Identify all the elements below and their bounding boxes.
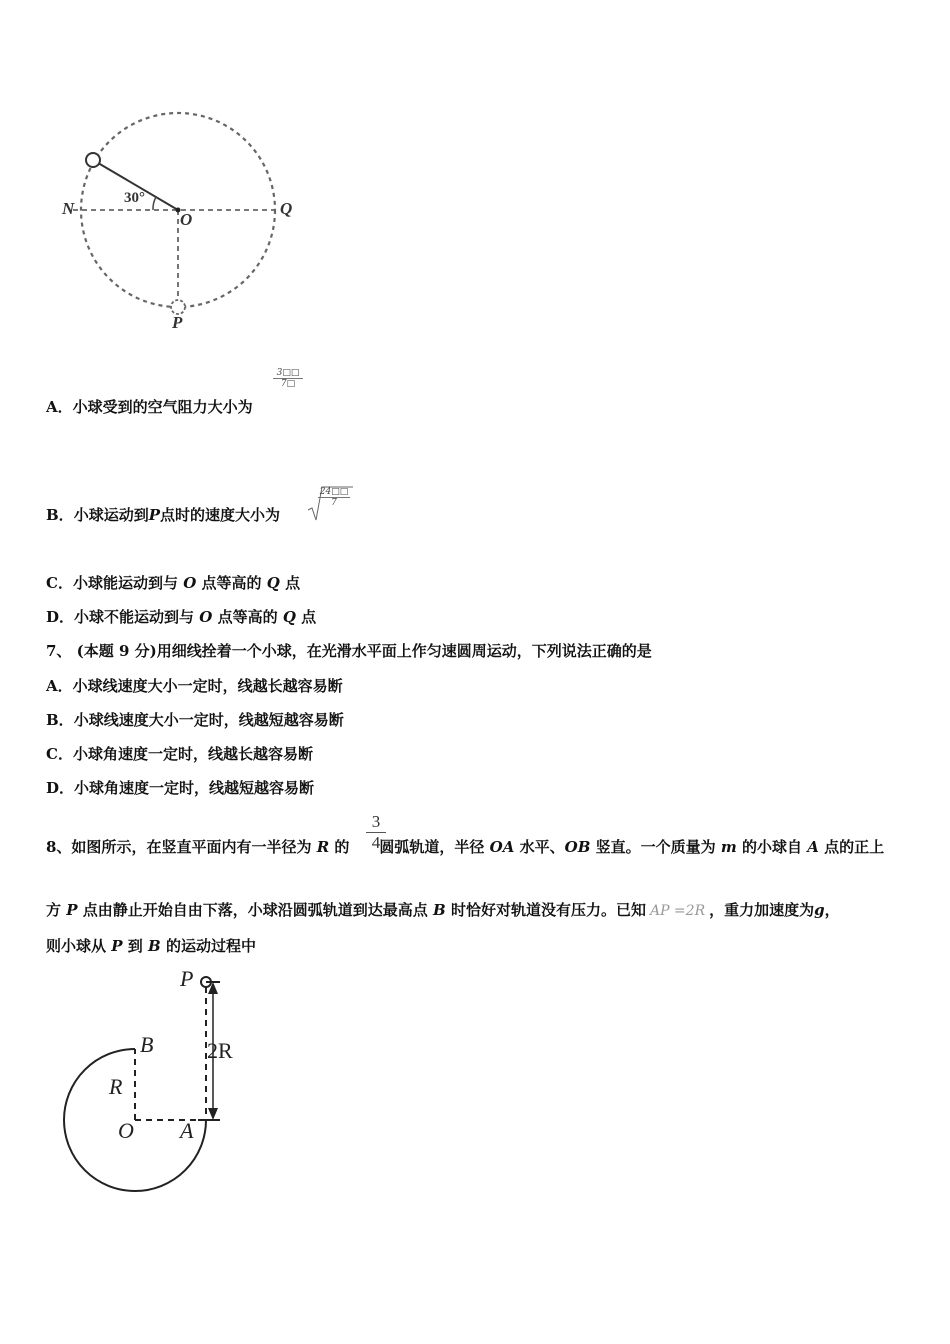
optB6-fraction <box>318 487 350 508</box>
question-8-line1 <box>46 837 884 857</box>
label-O: O <box>180 210 193 229</box>
text-part: 小球不能运动到与 <box>74 608 195 626</box>
ball-bottom-dashed <box>171 300 185 314</box>
optA6-fraction <box>273 368 303 389</box>
q7-option-c <box>46 744 313 764</box>
var-m: m <box>720 838 737 856</box>
option-text: 小球线速度大小一定时，线越长越容易断 <box>72 677 343 695</box>
label-angle: 30° <box>124 190 145 206</box>
formula-AP: AP =2R <box>649 903 706 919</box>
text-part: 8、如图所示，在竖直平面内有一半径为 <box>46 838 312 856</box>
text-part: 则小球从 <box>46 937 107 955</box>
text-part: 的 <box>334 838 350 856</box>
option-letter: C． <box>46 574 73 592</box>
var-Q: Q <box>266 574 280 592</box>
q7-option-d <box>46 778 314 798</box>
option-c-q6 <box>46 573 300 593</box>
text-part: 点等高的 <box>217 608 278 626</box>
text-part: 的运动过程中 <box>165 937 256 955</box>
label-N: N <box>62 199 75 218</box>
figure-arc-track <box>50 965 250 1205</box>
var-B: B <box>148 937 161 955</box>
option-d-q6 <box>46 607 316 627</box>
q7-option-b <box>46 710 344 730</box>
text-part: 点 <box>285 574 301 592</box>
text-part: 点的正上 <box>824 838 885 856</box>
label-Q: Q <box>280 199 293 218</box>
var-O: O <box>199 608 213 626</box>
optB6-frac-num: 24□□ <box>319 487 349 497</box>
var-OA: OA <box>489 838 515 856</box>
text-part: 点 <box>301 608 317 626</box>
option-letter: A． <box>46 677 73 695</box>
var-g: g <box>814 901 825 919</box>
angle-arc <box>153 197 156 210</box>
var-O: O <box>183 574 197 592</box>
option-letter: D． <box>46 608 75 626</box>
question-8-line2 <box>46 900 840 921</box>
q7-option-a <box>46 676 343 696</box>
q8-frac-num: 3 <box>371 812 381 831</box>
var-OB: OB <box>564 838 591 856</box>
option-text-post: 点时的速度大小为 <box>159 506 280 524</box>
option-text: 小球线速度大小一定时，线越短越容易断 <box>73 711 344 729</box>
option-text-pre: 小球运动到 <box>73 506 149 524</box>
text-part: 竖直。一个质量为 <box>595 838 716 856</box>
text-part: 时恰好对轨道没有压力。已知 <box>450 901 646 919</box>
label-O: O <box>118 1118 134 1143</box>
var-P: P <box>66 901 78 919</box>
label-P: P <box>172 313 183 332</box>
ball-top <box>86 153 100 167</box>
text-part: 小球能运动到与 <box>72 574 178 592</box>
text-part: 点等高的 <box>201 574 262 592</box>
var-P: P <box>148 506 160 524</box>
question-number: 7、 <box>46 642 72 660</box>
q8-frac-den: 4 <box>366 832 386 853</box>
text-part: ， <box>824 901 840 919</box>
option-text: 小球受到的空气阻力大小为 <box>72 398 253 416</box>
text-part: 点由静止开始自由下落，小球沿圆弧轨道到达最高点 <box>82 901 428 919</box>
text-part: 圆弧轨道，半径 <box>379 838 485 856</box>
optA6-frac-num: 3□□ <box>276 368 300 378</box>
option-letter: C． <box>46 745 73 763</box>
text-part: 到 <box>127 937 143 955</box>
text-part: ，重力加速度为 <box>709 901 815 919</box>
var-P: P <box>111 937 123 955</box>
optA6-frac-den: 7□ <box>273 378 303 389</box>
option-letter: A． <box>46 398 73 416</box>
var-B: B <box>433 901 446 919</box>
optB6-frac-den: 7 <box>318 497 350 508</box>
text-part: 水平、 <box>519 838 565 856</box>
option-b-q6 <box>46 505 280 525</box>
label-B: B <box>140 1032 154 1057</box>
label-A: A <box>180 1118 194 1143</box>
var-Q: Q <box>282 608 296 626</box>
option-text: 小球角速度一定时，线越长越容易断 <box>72 745 313 763</box>
label-R: R <box>109 1074 123 1099</box>
option-letter: B． <box>46 711 74 729</box>
label-P: P <box>180 966 194 991</box>
option-letter: B． <box>46 506 74 524</box>
text-part: 方 <box>46 901 62 919</box>
option-a-q6 <box>46 397 253 417</box>
question-8-line3 <box>46 936 256 956</box>
var-A: A <box>807 838 819 856</box>
question-text: (本题 9 分)用细线拴着一个小球，在光滑水平面上作匀速圆周运动，下列说法正确的是 <box>76 642 652 660</box>
arrow-down <box>208 1108 218 1120</box>
text-part: 的小球自 <box>741 838 802 856</box>
label-2R: 2R <box>207 1038 233 1063</box>
option-letter: D． <box>46 779 75 797</box>
option-text: 小球角速度一定时，线越短越容易断 <box>74 779 315 797</box>
var-R: R <box>316 838 330 856</box>
question-7 <box>46 641 652 661</box>
